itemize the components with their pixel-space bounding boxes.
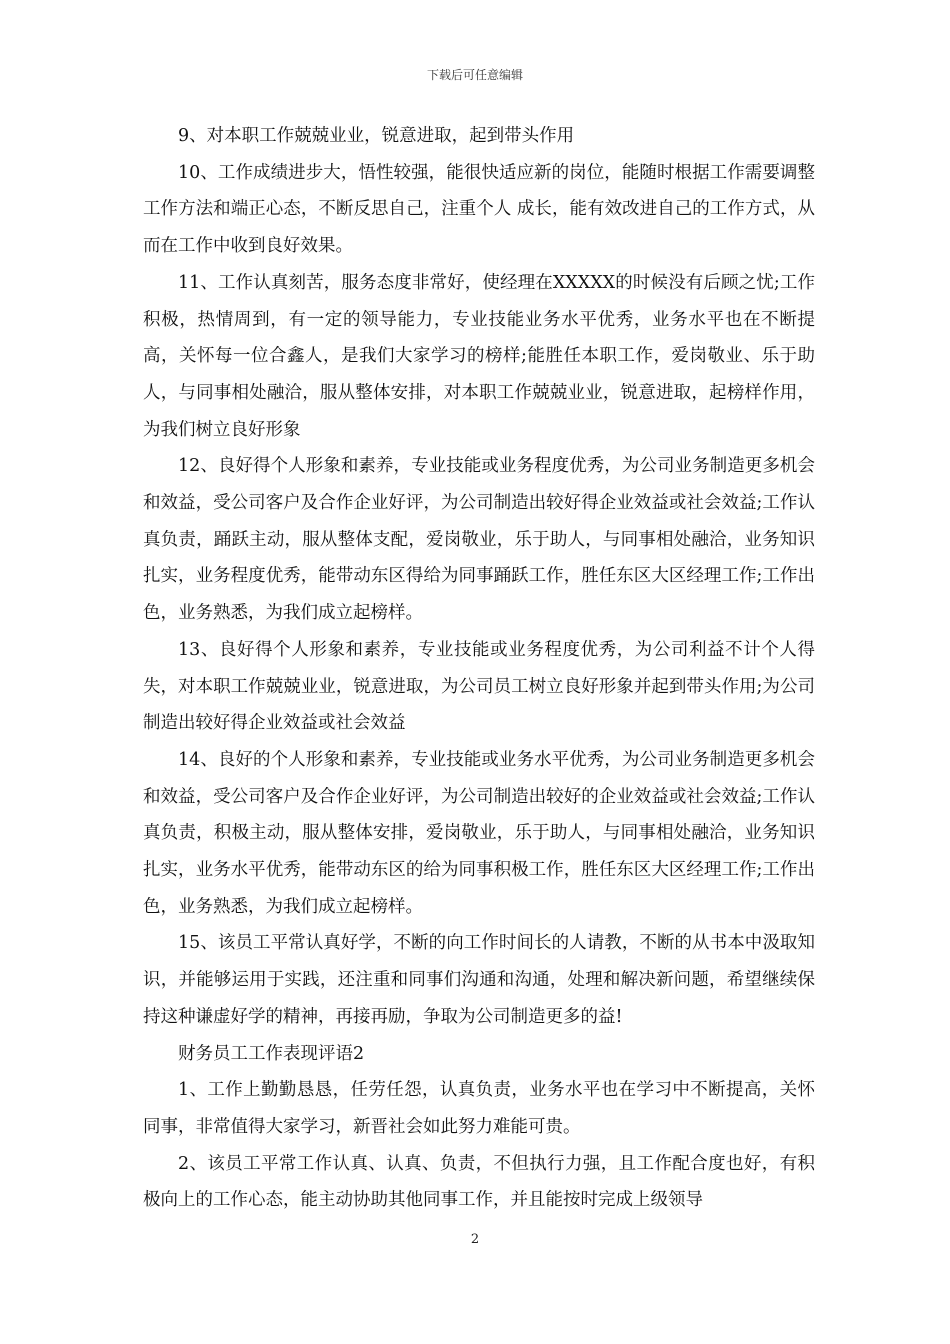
document-body xyxy=(143,118,815,1219)
paragraph-12: 12、良好得个人形象和素养，专业技能或业务程度优秀，为公司业务制造更多机会和效益，受公司客户及合作企业好评，为公司制造出较好得企业效益或社会效益;工作认真负责，踊跃主动，服从整体支配，爱岗敬业，乐于助人，与同事相处融洽，业务知识扎实，业务程度优秀，能带动东区得给为同事踊跃工作，胜任东区大区经理工作;工作出色，业务熟悉，为我们成立起榜样。 xyxy=(143,456,815,624)
paragraph-10: 10、工作成绩进步大，悟性较强，能很快适应新的岗位，能随时根据工作需要调整工作方法和端正心态，不断反思自己，注重个人 成长，能有效改进自己的工作方式，从而在工作中收到良好效果。 xyxy=(143,162,815,257)
paragraph-2: 2、该员工平常工作认真、认真、负责，不但执行力强，且工作配合度也好，有积极向上的工作心态，能主动协助其他同事工作，并且能按时完成上级领导 xyxy=(143,1153,815,1211)
paragraph-14: 14、良好的个人形象和素养，专业技能或业务水平优秀，为公司业务制造更多机会和效益，受公司客户及合作企业好评，为公司制造出较好的企业效益或社会效益;工作认真负责，积极主动，服从整体安排，爱岗敬业，乐于助人，与同事相处融洽，业务知识扎实，业务水平优秀，能带动东区的给为同事积极工作，胜任东区大区经理工作;工作出色，业务熟悉，为我们成立起榜样。 xyxy=(143,749,815,917)
page-header-note: 下载后可任意编辑 xyxy=(426,68,523,82)
paragraph-13: 13、良好得个人形象和素养，专业技能或业务程度优秀，为公司利益不计个人得失，对本职工作兢兢业业，锐意进取，为公司员工树立良好形象并起到带头作用;为公司制造出较好得企业效益或社会效益 xyxy=(143,639,815,734)
paragraph-1: 1、工作上勤勤恳恳，任劳任怨，认真负责，业务水平也在学习中不断提高，关怀同事，非常值得大家学习，新晋社会如此努力难能可贵。 xyxy=(143,1080,815,1137)
paragraph-11: 11、工作认真刻苦，服务态度非常好，使经理在XXXXX的时候没有后顾之忧;工作积极，热情周到，有一定的领导能力，专业技能业务水平优秀，业务水平也在不断提高，关怀每一位合鑫人，是我们大家学习的榜样;能胜任本职工作，爱岗敬业、乐于助人，与同事相处融洽，服从整体安排，对本职工作兢兢业业，锐意进取，起榜样作用，为我们树立良好形象 xyxy=(143,272,815,440)
paragraph-15: 15、该员工平常认真好学，不断的向工作时间长的人请教，不断的从书本中汲取知识，并能够运用于实践，还注重和同事们沟通和沟通，处理和解决新问题，希望继续保持这种谦虚好学的精神，再接再励，争取为公司制造更多的益! xyxy=(143,933,815,1027)
section-heading: 财务员工工作表现评语2 xyxy=(178,1043,365,1064)
paragraph-9: 9、对本职工作兢兢业业，锐意进取，起到带头作用 xyxy=(178,126,575,146)
page-number: 2 xyxy=(470,1232,480,1247)
